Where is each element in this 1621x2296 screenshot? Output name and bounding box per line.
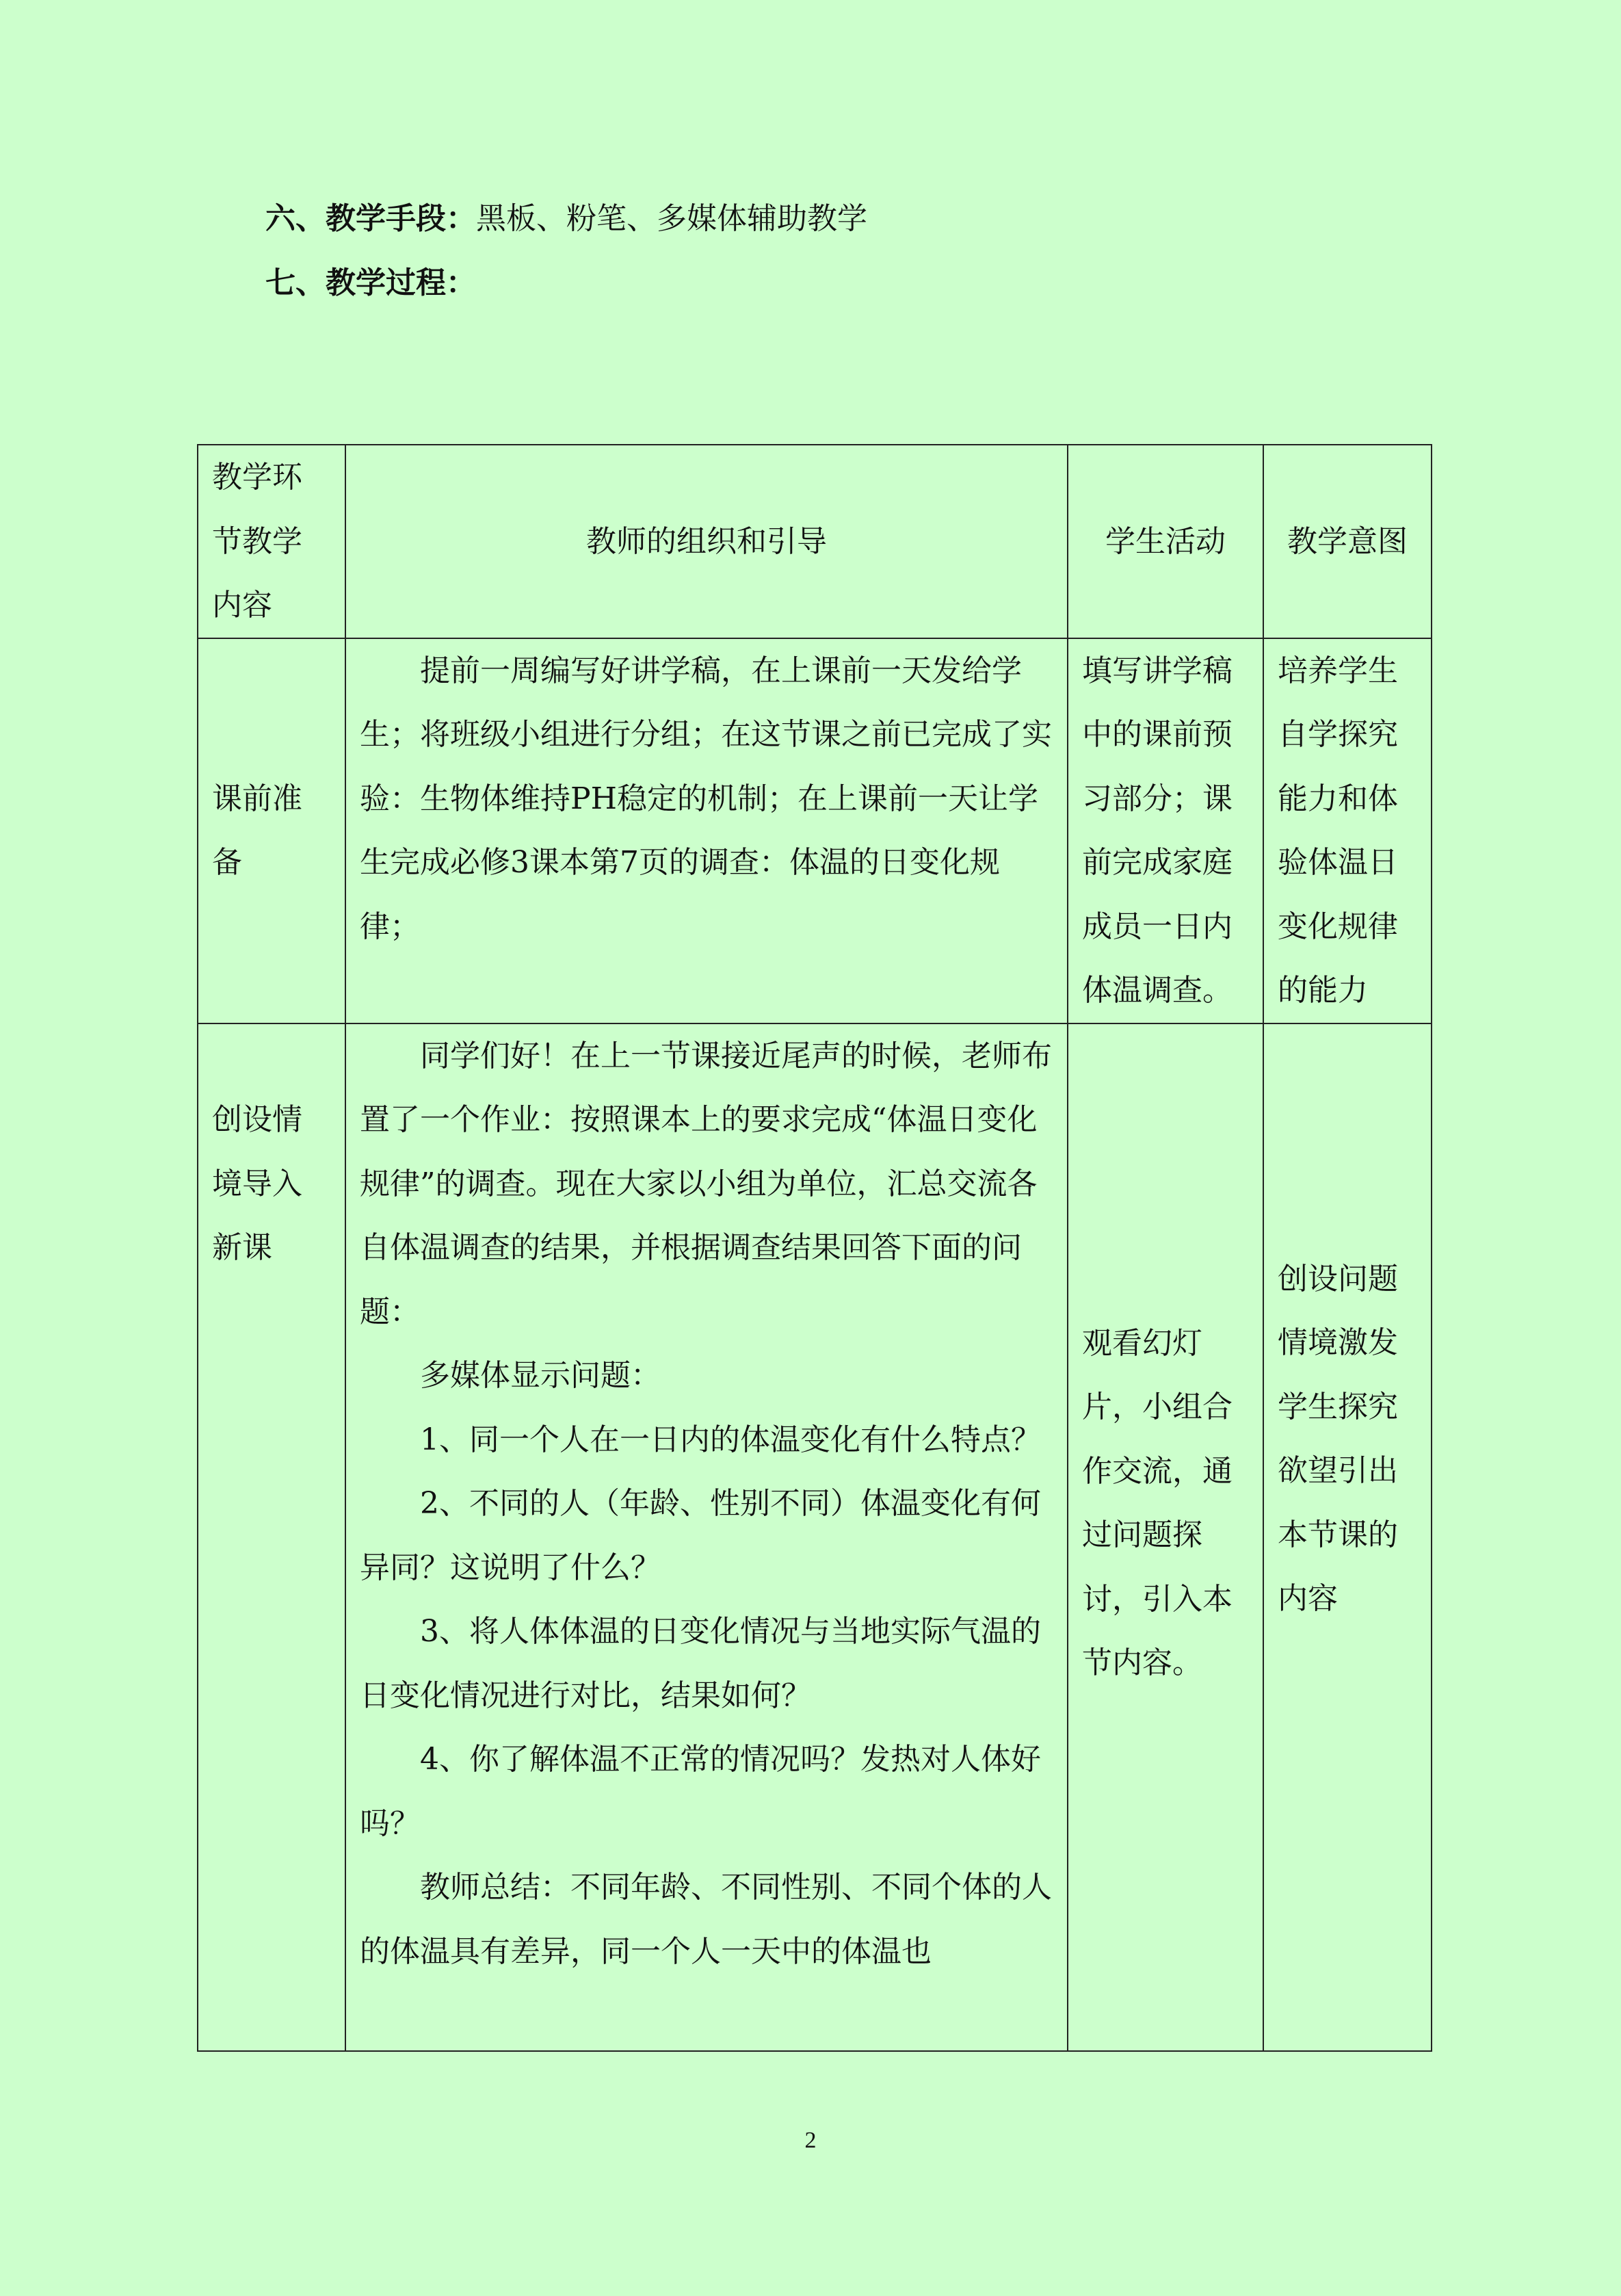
header-section-content: 教学环节教学内容 — [198, 445, 345, 638]
section-label-intro — [198, 1023, 345, 2051]
teacher-question: 4、你了解体温不正常的情况吗？发热对人体好吗？ — [360, 1742, 1041, 1841]
heading-teaching-process — [265, 263, 476, 304]
heading-teaching-process-label: 七、教学过程： — [265, 265, 476, 300]
page-number: 2 — [804, 2128, 817, 2153]
intent-cell-intro — [1263, 1023, 1432, 2051]
header-teacher-guidance: 教师的组织和引导 — [345, 445, 1068, 638]
teacher-paragraph: 同学们好！在上一节课接近尾声的时候，老师布置了一个作业：按照课本上的要求完成“体温日变化规律”的调查。现在大家以小组为单位，汇总交流各自体温调查的结果，并根据调查结果回答下面的问题： — [360, 1038, 1052, 1329]
teacher-summary: 教师总结：不同年龄、不同性别、不同个体的人的体温具有差异，同一个人一天中的体温也 — [360, 1870, 1052, 1969]
section-label-intro-text: 创设情境导入新课 — [212, 1102, 302, 1265]
teaching-process-table — [197, 444, 1432, 2052]
section-label-prep: 课前准备 — [198, 638, 345, 1023]
teacher-cell-intro — [345, 1023, 1068, 2051]
header-teaching-intent: 教学意图 — [1263, 445, 1432, 638]
header-student-activity: 学生活动 — [1068, 445, 1263, 638]
student-cell-intro — [1068, 1023, 1263, 2051]
teacher-paragraph: 多媒体显示问题： — [420, 1358, 661, 1393]
heading-teaching-means-text: 黑板、粉笔、多媒体辅助教学 — [476, 201, 867, 236]
heading-teaching-means-label: 六、教学手段： — [265, 201, 476, 236]
teacher-question: 3、将人体体温的日变化情况与当地实际气温的日变化情况进行对比，结果如何？ — [360, 1614, 1041, 1713]
student-cell-prep: 填写讲学稿中的课前预习部分；课前完成家庭成员一日内体温调查。 — [1068, 638, 1263, 1023]
intent-cell-prep: 培养学生自学探究能力和体验体温日变化规律的能力 — [1263, 638, 1432, 1023]
table-row — [198, 638, 1432, 1023]
teacher-cell-prep — [345, 638, 1068, 1023]
intent-cell-intro-text: 创设问题情境激发学生探究欲望引出本节课的内容 — [1278, 1261, 1398, 1616]
teacher-paragraph: 提前一周编写好讲学稿，在上课前一天发给学生；将班级小组进行分组；在这节课之前已完成了实验：生物体维持PH稳定的机制；在上课前一天让学生完成必修3课本第7页的调查：体温的日变化规律； — [360, 653, 1052, 944]
heading-teaching-means — [265, 198, 867, 239]
teacher-question: 1、同一个人在一日内的体温变化有什么特点？ — [420, 1422, 1041, 1457]
table-header-row — [198, 445, 1432, 638]
teacher-question: 2、不同的人（年龄、性别不同）体温变化有何异同？这说明了什么？ — [360, 1486, 1041, 1585]
student-cell-intro-text: 观看幻灯片，小组合作交流，通过问题探讨，引入本节内容。 — [1082, 1325, 1233, 1680]
table-row — [198, 1023, 1432, 2051]
